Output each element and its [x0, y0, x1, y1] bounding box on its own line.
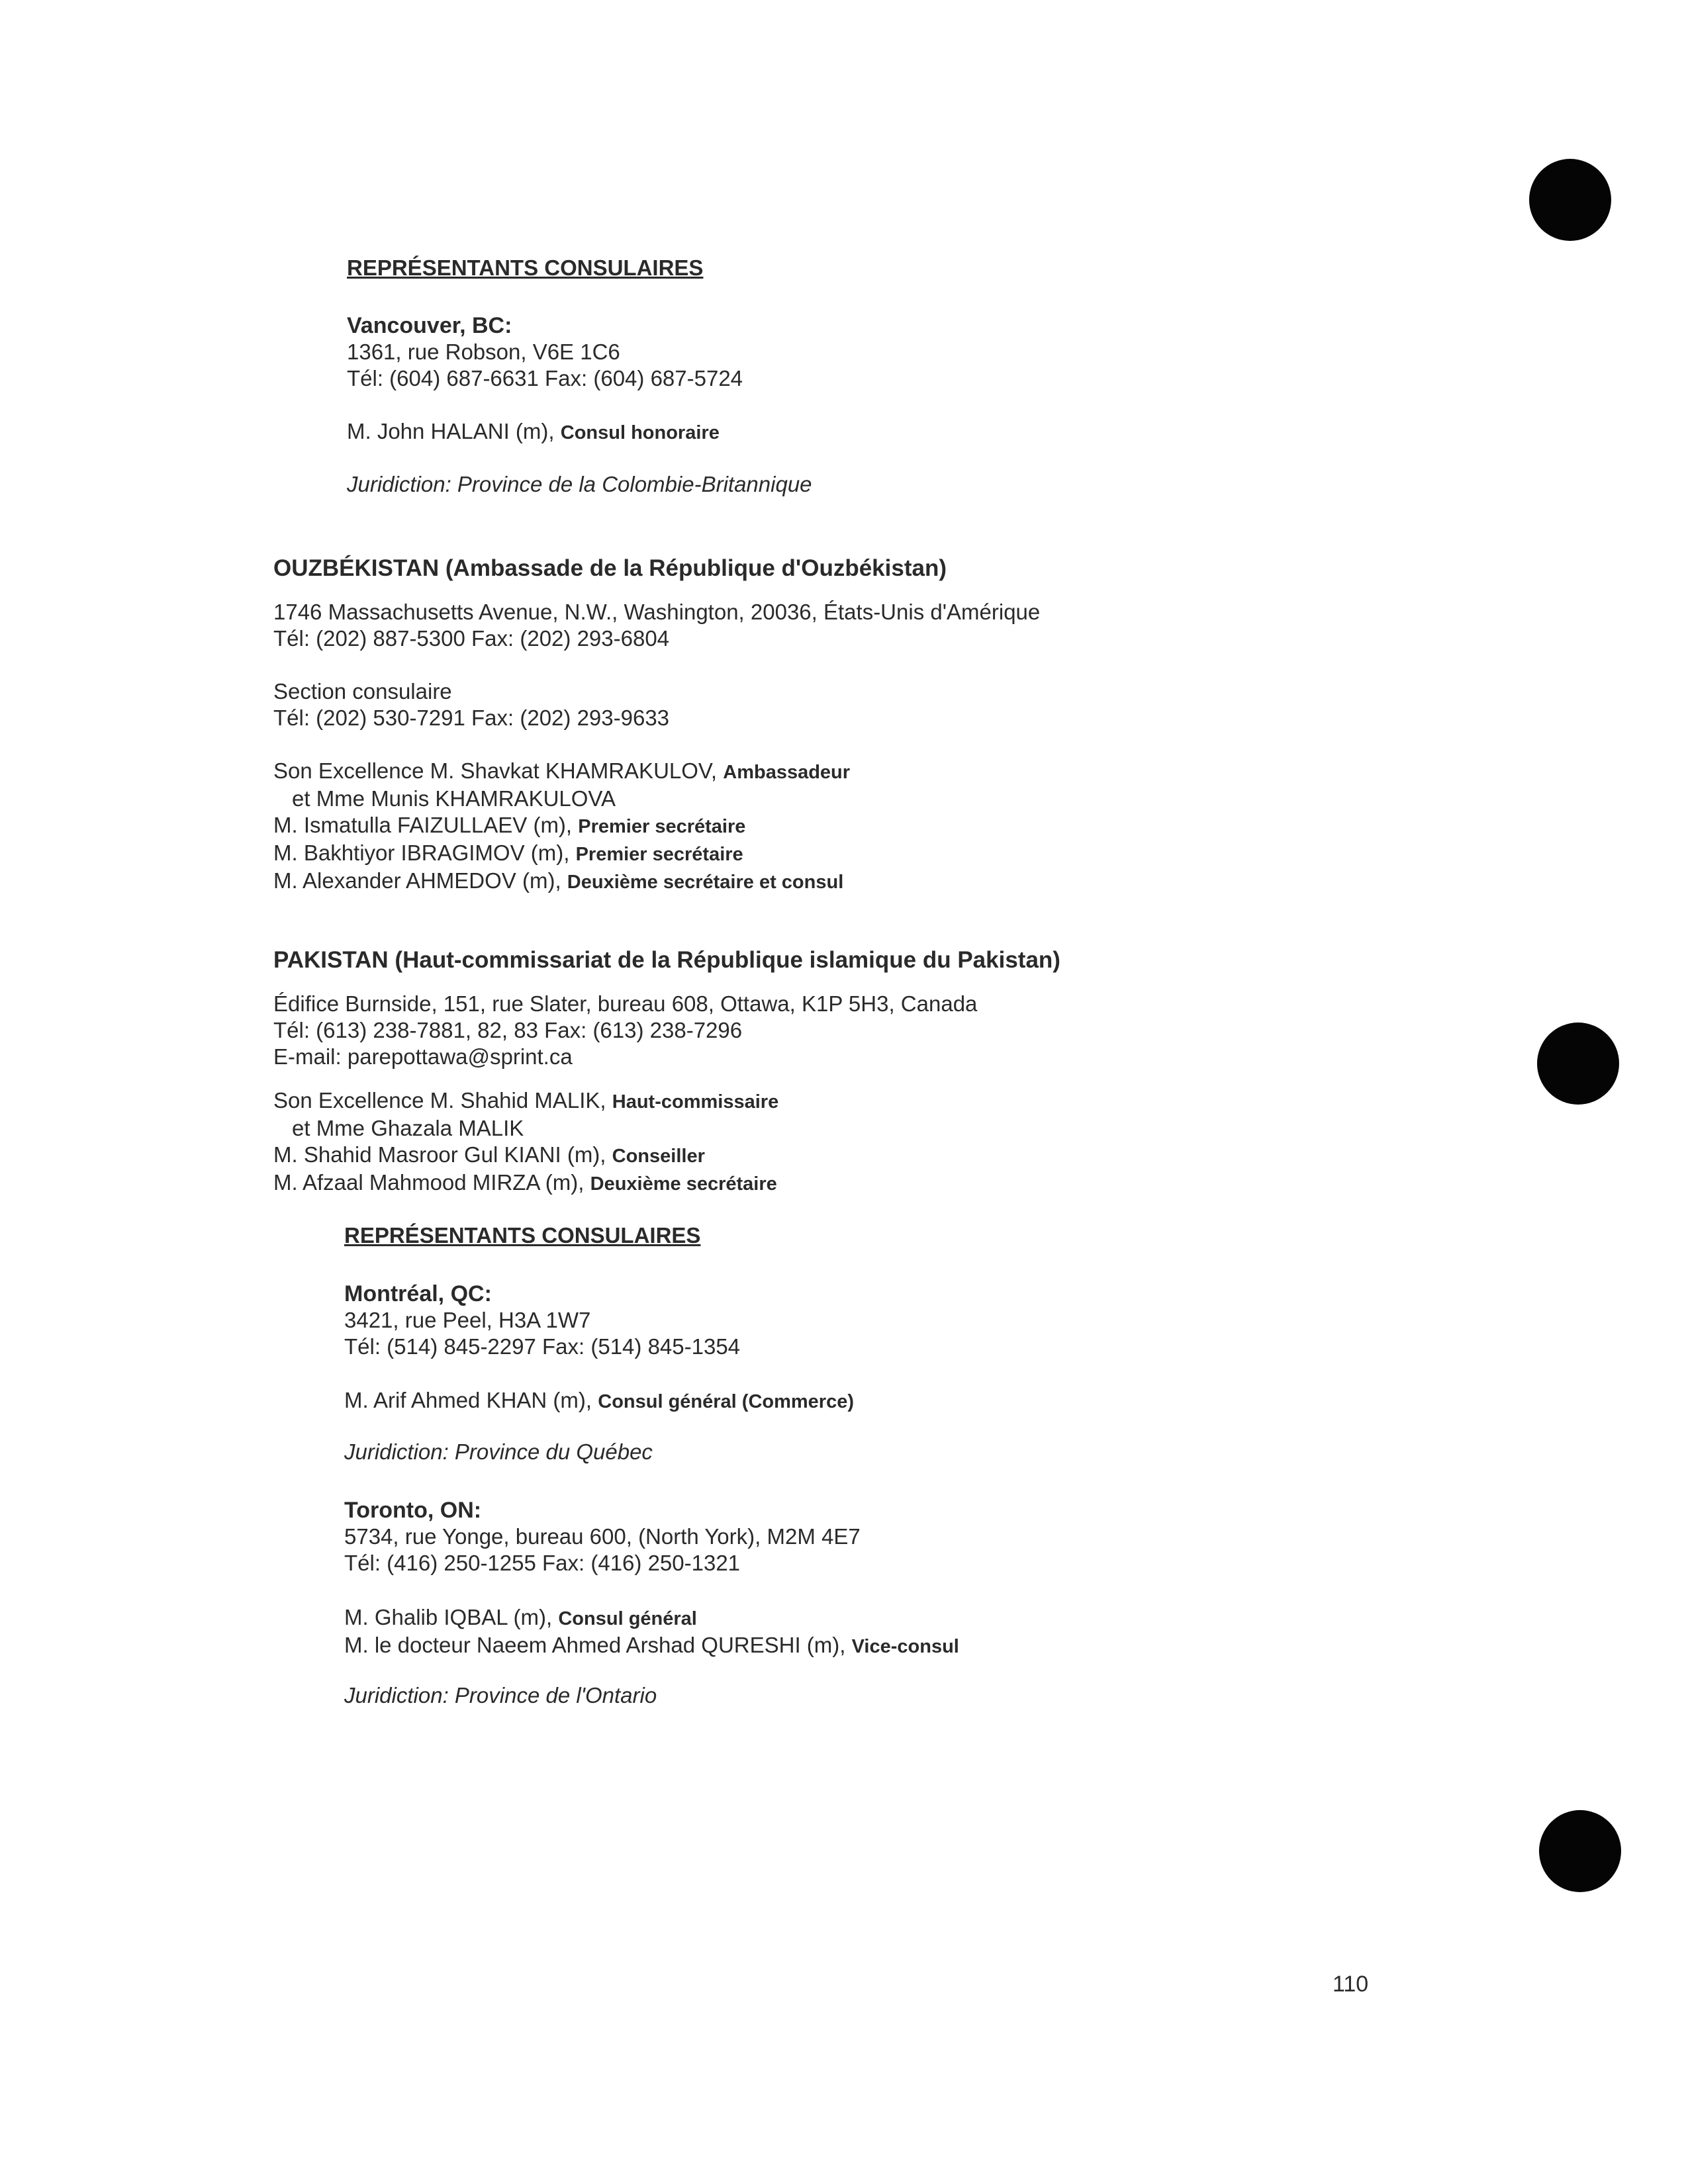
- toronto-phone: Tél: (416) 250-1255 Fax: (416) 250-1321: [344, 1551, 741, 1575]
- punch-hole-bottom: [1539, 1810, 1621, 1892]
- punch-hole-top: [1529, 159, 1611, 241]
- vancouver-city: Vancouver, BC:: [347, 313, 512, 338]
- staff-member: [273, 1169, 778, 1197]
- montreal-address: 3421, rue Peel, H3A 1W7: [344, 1308, 591, 1332]
- vancouver-address: 1361, rue Robson, V6E 1C6: [347, 340, 620, 364]
- staff-name: et Mme Ghazala MALIK: [292, 1116, 524, 1140]
- pakistan-phone: Tél: (613) 238-7881, 82, 83 Fax: (613) 238-7296: [273, 1018, 743, 1042]
- staff-title: Ambassadeur: [723, 762, 851, 783]
- punch-hole-middle: [1537, 1023, 1619, 1105]
- staff-name: Son Excellence M. Shahid MALIK,: [273, 1088, 606, 1113]
- vancouver-jurisdiction: Juridiction: Province de la Colombie-Britannique: [347, 472, 812, 496]
- staff-name: M. Alexander AHMEDOV (m),: [273, 868, 561, 893]
- pakistan-address: Édifice Burnside, 151, rue Slater, bureau 608, Ottawa, K1P 5H3, Canada: [273, 991, 978, 1016]
- staff-name: M. Bakhtiyor IBRAGIMOV (m),: [273, 841, 570, 865]
- staff-member: [273, 786, 850, 812]
- montreal-jurisdiction: Juridiction: Province du Québec: [344, 1439, 653, 1464]
- person: [344, 1632, 959, 1660]
- staff-name: M. Ismatulla FAIZULLAEV (m),: [273, 813, 573, 837]
- staff-name: et Mme Munis KHAMRAKULOVA: [292, 786, 616, 811]
- staff-name: Son Excellence M. Shavkat KHAMRAKULOV,: [273, 758, 718, 783]
- staff-member: [273, 1142, 778, 1169]
- staff-member: [273, 1087, 778, 1115]
- toronto-address: 5734, rue Yonge, bureau 600, (North York), M2M 4E7: [344, 1524, 861, 1549]
- vancouver-phone: Tél: (604) 687-6631 Fax: (604) 687-5724: [347, 366, 743, 390]
- toronto-city: Toronto, ON:: [344, 1498, 482, 1523]
- person-title: Consul général: [558, 1608, 697, 1629]
- staff-title: Conseiller: [612, 1146, 705, 1167]
- staff-member: [273, 1115, 778, 1142]
- staff-member: [273, 812, 850, 840]
- person: [344, 1604, 959, 1632]
- pakistan-staff-list: [273, 1087, 778, 1197]
- pakistan-email: E-mail: parepottawa@sprint.ca: [273, 1044, 573, 1069]
- vancouver-person: [347, 418, 720, 446]
- consular-heading-2: REPRÉSENTANTS CONSULAIRES: [344, 1223, 701, 1248]
- person-title: Consul honoraire: [560, 422, 720, 443]
- pakistan-heading: PAKISTAN (Haut-commissariat de la République islamique du Pakistan): [273, 947, 1060, 973]
- uzbekistan-consular-label: Section consulaire: [273, 679, 452, 704]
- montreal-phone: Tél: (514) 845-2297 Fax: (514) 845-1354: [344, 1334, 741, 1359]
- uzbekistan-consular-phone: Tél: (202) 530-7291 Fax: (202) 293-9633: [273, 705, 670, 730]
- staff-name: M. Shahid Masroor Gul KIANI (m),: [273, 1142, 606, 1167]
- staff-title: Deuxième secrétaire: [590, 1173, 777, 1195]
- toronto-jurisdiction: Juridiction: Province de l'Ontario: [344, 1683, 657, 1707]
- person-title: Consul général (Commerce): [598, 1391, 855, 1412]
- person-name: M. John HALANI (m),: [347, 419, 555, 443]
- staff-title: Premier secrétaire: [578, 816, 746, 837]
- uzbekistan-heading: OUZBÉKISTAN (Ambassade de la République d'Ouzbékistan): [273, 555, 947, 581]
- staff-title: Premier secrétaire: [575, 844, 743, 865]
- montreal-person: [344, 1387, 854, 1415]
- staff-member: [273, 840, 850, 868]
- montreal-city: Montréal, QC:: [344, 1281, 492, 1306]
- staff-title: Deuxième secrétaire et consul: [567, 872, 844, 893]
- uzbekistan-address: 1746 Massachusetts Avenue, N.W., Washington, 20036, États-Unis d'Amérique: [273, 600, 1041, 624]
- staff-member: [273, 868, 850, 895]
- page-number: 110: [1333, 1972, 1369, 1997]
- uzbekistan-phone: Tél: (202) 887-5300 Fax: (202) 293-6804: [273, 626, 670, 651]
- consular-heading-1: REPRÉSENTANTS CONSULAIRES: [347, 255, 704, 280]
- person-name: M. Arif Ahmed KHAN (m),: [344, 1388, 592, 1412]
- person-title: Vice-consul: [851, 1636, 959, 1657]
- staff-member: [273, 758, 850, 786]
- person-name: M. Ghalib IQBAL (m),: [344, 1605, 553, 1629]
- staff-title: Haut-commissaire: [612, 1091, 779, 1113]
- staff-name: M. Afzaal Mahmood MIRZA (m),: [273, 1170, 585, 1195]
- uzbekistan-staff-list: [273, 758, 850, 895]
- person-name: M. le docteur Naeem Ahmed Arshad QURESHI (m),: [344, 1633, 846, 1657]
- toronto-persons: [344, 1604, 959, 1660]
